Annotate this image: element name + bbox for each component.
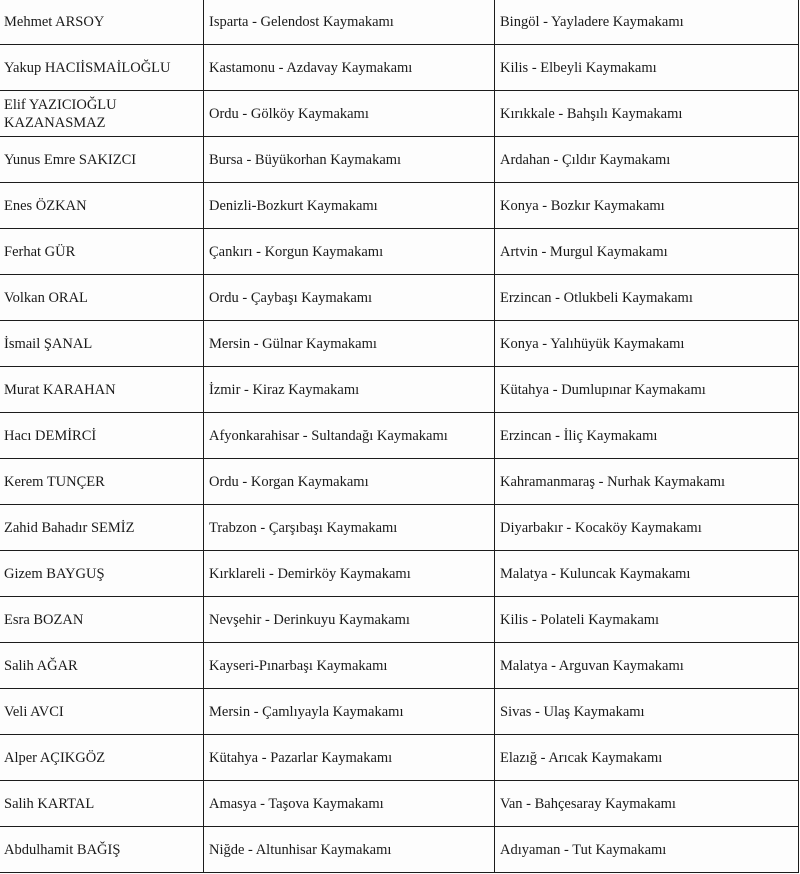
new-post-cell: Kilis - Polateli Kaymakamı: [495, 597, 799, 643]
current-post-cell: Mersin - Çamlıyayla Kaymakamı: [204, 689, 495, 735]
table-row: [0, 229, 799, 275]
current-post-cell: Niğde - Altunhisar Kaymakamı: [204, 827, 495, 873]
current-post-cell: Afyonkarahisar - Sultandağı Kaymakamı: [204, 413, 495, 459]
table-row: [0, 321, 799, 367]
name-cell: Yakup HACIİSMAİLOĞLU: [0, 45, 204, 91]
current-post-cell: Isparta - Gelendost Kaymakamı: [204, 0, 495, 45]
current-post-cell: Ordu - Korgan Kaymakamı: [204, 459, 495, 505]
name-cell: Elif YAZICIOĞLU KAZANASMAZ: [0, 91, 204, 137]
table-row: [0, 137, 799, 183]
table-row: [0, 781, 799, 827]
new-post-cell: Malatya - Arguvan Kaymakamı: [495, 643, 799, 689]
name-cell: Yunus Emre SAKIZCI: [0, 137, 204, 183]
current-post-cell: Bursa - Büyükorhan Kaymakamı: [204, 137, 495, 183]
table-row: [0, 45, 799, 91]
current-post-cell: Mersin - Gülnar Kaymakamı: [204, 321, 495, 367]
table-row: [0, 0, 799, 45]
table-row: [0, 643, 799, 689]
name-cell: Enes ÖZKAN: [0, 183, 204, 229]
current-post-cell: Kırklareli - Demirköy Kaymakamı: [204, 551, 495, 597]
name-cell: Zahid Bahadır SEMİZ: [0, 505, 204, 551]
new-post-cell: Erzincan - Otlukbeli Kaymakamı: [495, 275, 799, 321]
table-row: [0, 827, 799, 873]
table-row: [0, 551, 799, 597]
table-row: [0, 91, 799, 137]
name-cell: Ferhat GÜR: [0, 229, 204, 275]
current-post-cell: Ordu - Çaybaşı Kaymakamı: [204, 275, 495, 321]
new-post-cell: Sivas - Ulaş Kaymakamı: [495, 689, 799, 735]
current-post-cell: Nevşehir - Derinkuyu Kaymakamı: [204, 597, 495, 643]
table-row: [0, 367, 799, 413]
current-post-cell: Kütahya - Pazarlar Kaymakamı: [204, 735, 495, 781]
new-post-cell: Ardahan - Çıldır Kaymakamı: [495, 137, 799, 183]
new-post-cell: Kırıkkale - Bahşılı Kaymakamı: [495, 91, 799, 137]
new-post-cell: Kütahya - Dumlupınar Kaymakamı: [495, 367, 799, 413]
current-post-cell: Denizli-Bozkurt Kaymakamı: [204, 183, 495, 229]
table-row: [0, 183, 799, 229]
name-cell: Esra BOZAN: [0, 597, 204, 643]
new-post-cell: Elazığ - Arıcak Kaymakamı: [495, 735, 799, 781]
current-post-cell: İzmir - Kiraz Kaymakamı: [204, 367, 495, 413]
table-row: [0, 505, 799, 551]
table-row: [0, 275, 799, 321]
table-row: [0, 459, 799, 505]
table-row: [0, 735, 799, 781]
name-cell: İsmail ŞANAL: [0, 321, 204, 367]
name-cell: Mehmet ARSOY: [0, 0, 204, 45]
name-cell: Salih KARTAL: [0, 781, 204, 827]
table-row: [0, 413, 799, 459]
name-cell: Gizem BAYGUŞ: [0, 551, 204, 597]
table-row: [0, 597, 799, 643]
name-cell: Abdulhamit BAĞIŞ: [0, 827, 204, 873]
name-cell: Murat KARAHAN: [0, 367, 204, 413]
name-cell: Alper AÇIKGÖZ: [0, 735, 204, 781]
name-cell: Veli AVCI: [0, 689, 204, 735]
new-post-cell: Erzincan - İliç Kaymakamı: [495, 413, 799, 459]
name-cell: Salih AĞAR: [0, 643, 204, 689]
new-post-cell: Malatya - Kuluncak Kaymakamı: [495, 551, 799, 597]
current-post-cell: Kastamonu - Azdavay Kaymakamı: [204, 45, 495, 91]
new-post-cell: Van - Bahçesaray Kaymakamı: [495, 781, 799, 827]
new-post-cell: Bingöl - Yayladere Kaymakamı: [495, 0, 799, 45]
name-cell: Volkan ORAL: [0, 275, 204, 321]
current-post-cell: Amasya - Taşova Kaymakamı: [204, 781, 495, 827]
new-post-cell: Adıyaman - Tut Kaymakamı: [495, 827, 799, 873]
current-post-cell: Ordu - Gölköy Kaymakamı: [204, 91, 495, 137]
current-post-cell: Kayseri-Pınarbaşı Kaymakamı: [204, 643, 495, 689]
new-post-cell: Kilis - Elbeyli Kaymakamı: [495, 45, 799, 91]
new-post-cell: Konya - Bozkır Kaymakamı: [495, 183, 799, 229]
new-post-cell: Diyarbakır - Kocaköy Kaymakamı: [495, 505, 799, 551]
table-row: [0, 689, 799, 735]
current-post-cell: Çankırı - Korgun Kaymakamı: [204, 229, 495, 275]
current-post-cell: Trabzon - Çarşıbaşı Kaymakamı: [204, 505, 495, 551]
name-cell: Hacı DEMİRCİ: [0, 413, 204, 459]
new-post-cell: Kahramanmaraş - Nurhak Kaymakamı: [495, 459, 799, 505]
new-post-cell: Konya - Yalıhüyük Kaymakamı: [495, 321, 799, 367]
new-post-cell: Artvin - Murgul Kaymakamı: [495, 229, 799, 275]
name-cell: Kerem TUNÇER: [0, 459, 204, 505]
